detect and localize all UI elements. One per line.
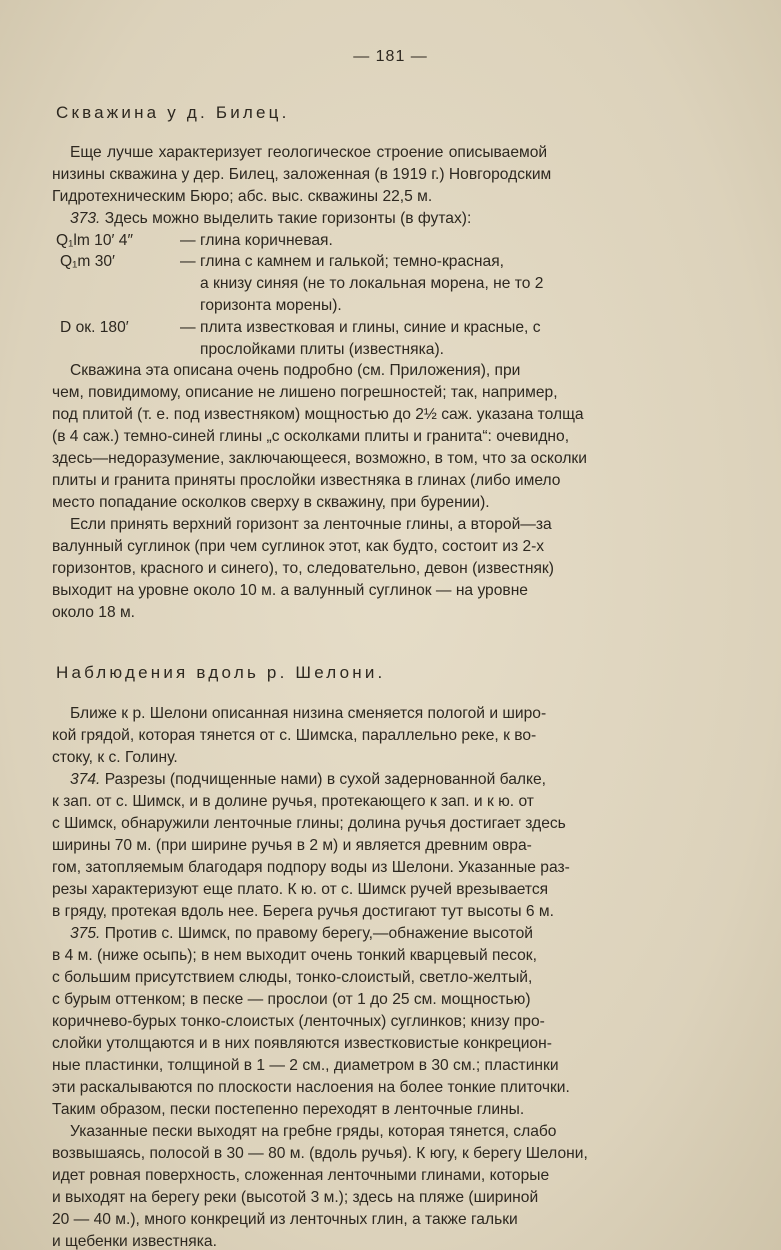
text-line: слойки утолщаются и в них появляются известковистые конкрецион- [52,1035,552,1052]
text-line: 20 — 40 м.), много конкреций из ленточных глин, а также гальки [52,1211,518,1228]
text-line: чем, повидимому, описание не лишено погрешностей; так, например, [52,384,558,401]
text-line: с бурым оттенком; в песке — прослои (от 1 до 25 см. мощностью) [52,991,531,1008]
text-line: с Шимск, обнаружили ленточные глины; долина ручья достигает здесь [52,815,566,832]
stratum-code: Q₁lm 10′ 4″ [56,232,133,249]
text-line: Указанные пески выходят на гребне гряды, которая тянется, слабо [70,1123,557,1140]
text-line: низины скважина у дер. Билец, заложенная (в 1919 г.) Новгородским [52,166,552,183]
stratum-desc: горизонта морены). [200,297,342,314]
text-line: под плитой (т. е. под известняком) мощностью до 2½ саж. указана толща [52,406,584,423]
stratum-desc: плита известковая и глины, синие и красные, с [200,319,541,336]
text-line: Если принять верхний горизонт за ленточные глины, а второй—за [70,516,552,533]
item-375 [70,926,533,942]
item-text: Здесь можно выделить такие горизонты (в футах): [100,210,472,227]
item-text: Против с. Шимск, по правому берегу,—обнажение высотой [100,925,533,942]
item-number: 374. [70,771,101,788]
stratum-dash: — [180,253,196,270]
text-line: стоку, к с. Голину. [52,749,178,766]
text-line: в гряду, протекая вдоль нее. Берега ручья достигают тут высоты 6 м. [52,903,554,920]
text-line: около 18 м. [52,604,136,621]
text-line: ные пластинки, толщиной в 1 — 2 см., диаметром в 30 см.; пластинки [52,1057,559,1074]
text-line: горизонтов, красного и синего), то, следовательно, девон (известняк) [52,560,554,577]
text-line: плиты и гранита приняты прослойки известняка в глинах (либо имело [52,472,561,489]
text-line: Еще лучше характеризует геологическое строение описываемой [70,144,548,161]
text-line: Скважина эта описана очень подробно (см. Приложения), при [70,362,521,379]
section-heading-bilets: Скважина у д. Билец. [56,103,290,122]
text-line: в 4 м. (ниже осыпь); в нем выходит очень тонкий кварцевый песок, [52,947,537,964]
stratum-desc: глина коричневая. [200,232,333,249]
text-line: (в 4 саж.) темно-синей глины „с осколками плиты и гранита“: очевидно, [52,428,570,445]
text-line: резы характеризуют еще плато. К ю. от с. Шимск ручей врезывается [52,881,549,898]
text-line: выходит на уровне около 10 м. а валунный суглинок — на уровне [52,582,528,599]
text-line: с большим присутствием слюды, тонко-слоистый, светло-желтый, [52,969,533,986]
text-line: идет ровная поверхность, сложенная ленточными глинами, которые [52,1167,550,1184]
text-line: место попадание осколков сверху в скважину, при бурении). [52,494,490,511]
text-line: Таким образом, пески постепенно переходят в ленточные глины. [52,1101,525,1118]
stratum-desc: глина с камнем и галькой; темно-красная, [200,253,504,270]
page-number: — 181 — [353,48,428,65]
text-line: эти раскалываются по плоскости наслоения на более тонкие плиточки. [52,1079,570,1096]
text-line: и щебенки известняка. [52,1233,217,1250]
item-number: 373. [70,210,101,227]
stratum-dash: — [180,319,196,336]
text-line: коричнево-бурых тонко-слоистых (ленточных) суглинков; книзу про- [52,1013,545,1030]
text-line: гом, затопляемым благодаря подпору воды из Шелони. Указанные раз- [52,859,570,876]
text-line: здесь—недоразумение, заключающееся, возможно, в том, что за осколки [52,450,587,467]
item-text: Разрезы (подчищенные нами) в сухой задернованной балке, [100,771,546,788]
item-373 [70,211,471,227]
stratum-dash: — [180,232,196,249]
text-line: ширины 70 м. (при ширине ручья в 2 м) и является древним овра- [52,837,532,854]
item-374 [70,772,546,788]
text-line: возвышаясь, полосой в 30 — 80 м. (вдоль ручья). К югу, к берегу Шелони, [52,1145,588,1162]
stratum-desc: а книзу синяя (не то локальная морена, не то 2 [200,275,544,292]
text-line: Ближе к р. Шелони описанная низина сменяется пологой и широ- [70,705,547,722]
stratum-code: Q₁m 30′ [60,253,115,270]
text-line: валунный суглинок (при чем суглинок этот, как будто, состоит из 2-х [52,538,545,555]
stratum-desc: прослойками плиты (известняка). [200,341,444,358]
text-line: и выходят на берегу реки (высотой 3 м.); здесь на пляже (шириной [52,1189,539,1206]
text-line: к зап. от с. Шимск, и в долине ручья, протекающего к зап. и к ю. от [52,793,534,810]
section-heading-sheloni: Наблюдения вдоль р. Шелони. [56,663,386,682]
item-number: 375. [70,925,101,942]
stratum-code: D ок. 180′ [60,319,129,336]
text-line: Гидротехническим Бюро; абс. выс. скважины 22,5 м. [52,188,433,205]
text-line: кой грядой, которая тянется от с. Шимска, параллельно реке, к во- [52,727,537,744]
